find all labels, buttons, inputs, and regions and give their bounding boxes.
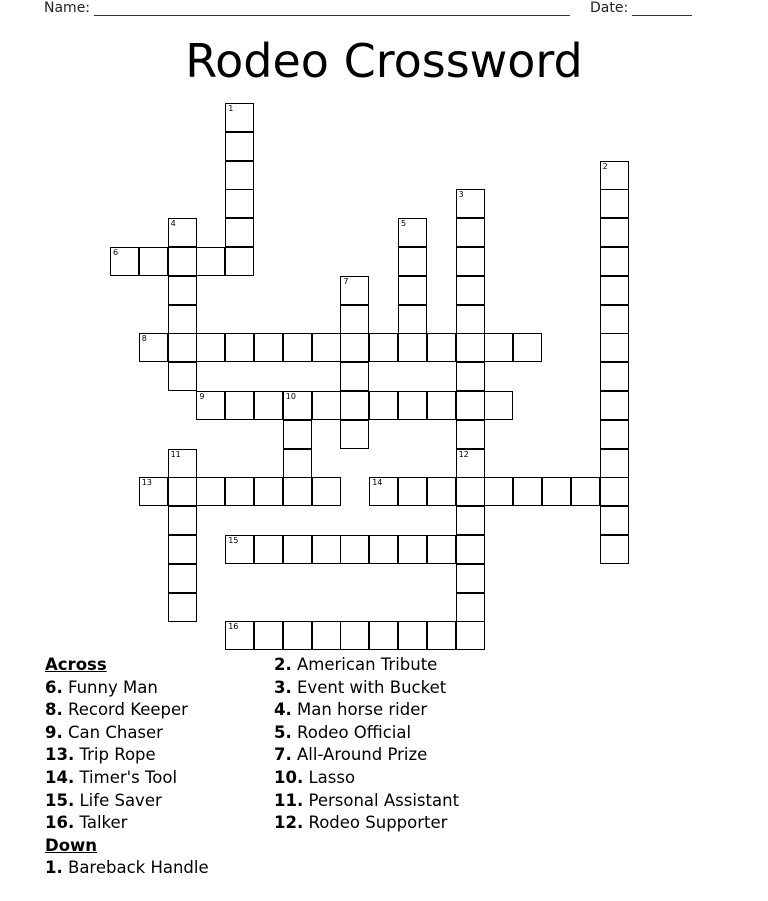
cell-number: 13 — [141, 478, 152, 488]
grid-cell[interactable] — [456, 593, 485, 622]
cell-number: 6 — [113, 248, 119, 257]
grid-cell[interactable] — [168, 506, 197, 535]
grid-cell[interactable] — [456, 305, 485, 334]
grid-cell[interactable] — [398, 621, 427, 650]
grid-cell[interactable] — [283, 535, 312, 564]
grid-cell[interactable] — [600, 477, 629, 506]
clue-across-9: 9. Can Chaser — [45, 722, 163, 742]
grid-cell[interactable] — [340, 420, 369, 449]
grid-cell[interactable] — [484, 391, 513, 420]
clue-down-7: 7. All-Around Prize — [274, 745, 428, 765]
page-title: Rodeo Crossword — [185, 34, 583, 88]
grid-cell[interactable] — [168, 564, 197, 593]
clue-across-14: 14. Timer's Tool — [45, 767, 178, 787]
grid-cell[interactable] — [513, 333, 542, 362]
grid-cell[interactable] — [398, 477, 427, 506]
grid-cell[interactable] — [600, 362, 629, 391]
grid-cell[interactable] — [196, 247, 225, 276]
grid-cell[interactable] — [312, 477, 341, 506]
grid-cell[interactable] — [168, 362, 197, 391]
grid-cell[interactable] — [398, 535, 427, 564]
grid-cell[interactable] — [600, 247, 629, 276]
grid-cell[interactable] — [254, 535, 283, 564]
grid-cell[interactable] — [456, 621, 485, 650]
grid-cell[interactable] — [283, 391, 312, 420]
clue-down-10: 10. Lasso — [274, 767, 356, 787]
grid-cell[interactable] — [456, 247, 485, 276]
grid-cell[interactable] — [225, 391, 254, 420]
grid-cell[interactable] — [254, 391, 283, 420]
grid-cell[interactable] — [168, 305, 197, 334]
grid-cell[interactable] — [340, 362, 369, 391]
grid-cell[interactable] — [168, 247, 197, 276]
clue-down-1: 1. Bareback Handle — [45, 858, 209, 878]
grid-cell[interactable] — [283, 333, 312, 362]
grid-cell[interactable] — [427, 391, 456, 420]
grid-cell[interactable] — [340, 391, 369, 420]
grid-cell[interactable] — [168, 477, 197, 506]
grid-cell[interactable] — [398, 391, 427, 420]
grid-cell[interactable] — [312, 621, 341, 650]
grid-cell[interactable] — [340, 333, 369, 362]
grid-cell[interactable] — [196, 333, 225, 362]
grid-cell[interactable] — [600, 420, 629, 449]
grid-cell[interactable] — [312, 391, 341, 420]
cell-number: 11 — [170, 449, 181, 459]
clue-across-8: 8. Record Keeper — [45, 700, 188, 720]
grid-cell[interactable] — [254, 333, 283, 362]
grid-cell[interactable] — [513, 477, 542, 506]
grid-cell[interactable] — [484, 333, 513, 362]
clue-down-5: 5. Rodeo Official — [274, 722, 412, 742]
grid-cell[interactable] — [110, 247, 139, 276]
grid-cell[interactable] — [168, 333, 197, 362]
grid-cell[interactable] — [225, 132, 254, 161]
grid-cell[interactable] — [427, 477, 456, 506]
grid-cell[interactable] — [225, 333, 254, 362]
cell-number: 16 — [228, 622, 239, 632]
grid-cell[interactable] — [427, 621, 456, 650]
grid-cell[interactable] — [168, 276, 197, 305]
clue-across-6: 6. Funny Man — [45, 677, 158, 697]
grid-cell[interactable] — [254, 621, 283, 650]
cell-number: 8 — [141, 334, 147, 344]
grid-cell[interactable] — [196, 477, 225, 506]
grid-cell[interactable] — [427, 535, 456, 564]
grid-cell[interactable] — [456, 564, 485, 593]
grid-cell[interactable] — [139, 477, 168, 506]
grid-cell[interactable] — [139, 333, 168, 362]
grid-cell[interactable] — [600, 276, 629, 305]
clue-across-13: 13. Trip Rope — [45, 745, 156, 765]
grid-cell[interactable] — [340, 305, 369, 334]
grid-cell[interactable] — [283, 420, 312, 449]
grid-cell[interactable] — [456, 535, 485, 564]
clues-right-column — [274, 654, 459, 835]
grid-cell[interactable] — [600, 305, 629, 334]
name-field[interactable] — [44, 0, 570, 16]
clues-left-column — [45, 654, 209, 880]
grid-cell[interactable] — [369, 391, 398, 420]
cell-number: 12 — [458, 449, 469, 459]
grid-cell[interactable] — [283, 449, 312, 478]
grid-cell[interactable] — [225, 477, 254, 506]
cell-number: 3 — [458, 190, 464, 200]
grid-cell[interactable] — [600, 535, 629, 564]
grid-cell[interactable] — [196, 391, 225, 420]
grid-cell[interactable] — [456, 189, 485, 218]
grid-cell[interactable] — [484, 477, 513, 506]
grid-cell[interactable] — [225, 103, 254, 132]
grid-cell[interactable] — [600, 506, 629, 535]
grid-cell[interactable] — [600, 449, 629, 478]
grid-cell[interactable] — [456, 391, 485, 420]
grid-cell[interactable] — [340, 535, 369, 564]
grid-cell[interactable] — [168, 449, 197, 478]
name-line[interactable] — [94, 2, 570, 16]
down-heading: Down — [45, 835, 98, 855]
grid-cell[interactable] — [456, 477, 485, 506]
date-field[interactable] — [590, 0, 692, 16]
grid-cell[interactable] — [369, 477, 398, 506]
clue-down-11: 11. Personal Assistant — [274, 790, 460, 810]
grid-cell[interactable] — [225, 621, 254, 650]
cell-number: 5 — [401, 219, 407, 229]
grid-cell[interactable] — [398, 333, 427, 362]
grid-cell[interactable] — [542, 477, 571, 506]
grid-cell[interactable] — [456, 506, 485, 535]
grid-cell[interactable] — [456, 449, 485, 478]
grid-cell[interactable] — [398, 247, 427, 276]
clue-down-3: 3. Event with Bucket — [274, 677, 447, 697]
cell-number: 14 — [372, 478, 383, 488]
grid-cell[interactable] — [600, 161, 629, 190]
clue-across-16: 16. Talker — [45, 813, 128, 833]
grid-cell[interactable] — [398, 276, 427, 305]
grid-cell[interactable] — [312, 333, 341, 362]
date-line[interactable] — [632, 2, 692, 16]
grid-cell[interactable] — [369, 535, 398, 564]
clue-across-15: 15. Life Saver — [45, 790, 162, 810]
grid-cell[interactable] — [369, 621, 398, 650]
grid-cell[interactable] — [168, 535, 197, 564]
grid-cell[interactable] — [456, 276, 485, 305]
grid-cell[interactable] — [456, 333, 485, 362]
across-heading: Across — [45, 655, 107, 674]
clue-down-12: 12. Rodeo Supporter — [274, 813, 448, 833]
grid-cell[interactable] — [456, 362, 485, 391]
grid-cell[interactable] — [600, 391, 629, 420]
cell-number: 15 — [228, 536, 239, 545]
grid-cell[interactable] — [456, 218, 485, 247]
cell-number: 7 — [343, 276, 349, 286]
cell-number: 4 — [170, 219, 176, 229]
cell-number: 9 — [199, 392, 205, 401]
clue-down-2: 2. American Tribute — [274, 655, 438, 674]
name-label: Name: — [44, 0, 91, 16]
cell-number: 2 — [602, 161, 608, 171]
grid-cell[interactable] — [254, 477, 283, 506]
grid-cell[interactable] — [139, 247, 168, 276]
grid-cell[interactable] — [225, 247, 254, 276]
clue-down-4: 4. Man horse rider — [274, 700, 428, 720]
grid-cell[interactable] — [398, 305, 427, 334]
grid-cell[interactable] — [168, 218, 197, 247]
grid-cell[interactable] — [600, 333, 629, 362]
date-label: Date: — [590, 0, 629, 16]
cell-number: 1 — [228, 104, 234, 113]
grid-cell[interactable] — [225, 161, 254, 190]
grid-cell[interactable] — [168, 593, 197, 622]
grid-cell[interactable] — [225, 189, 254, 218]
grid-cell[interactable] — [427, 333, 456, 362]
grid-cell[interactable] — [225, 535, 254, 564]
grid-cell[interactable] — [600, 218, 629, 247]
grid-cell[interactable] — [283, 477, 312, 506]
cell-number: 10 — [285, 392, 296, 401]
grid-cell[interactable] — [340, 621, 369, 650]
grid-cell[interactable] — [369, 333, 398, 362]
grid-cell[interactable] — [456, 420, 485, 449]
grid-cell[interactable] — [600, 189, 629, 218]
grid-cell[interactable] — [225, 218, 254, 247]
grid-cell[interactable] — [283, 621, 312, 650]
grid-cell[interactable] — [312, 535, 341, 564]
grid-cell[interactable] — [340, 276, 369, 305]
grid-cell[interactable] — [571, 477, 600, 506]
grid-cell[interactable] — [398, 218, 427, 247]
